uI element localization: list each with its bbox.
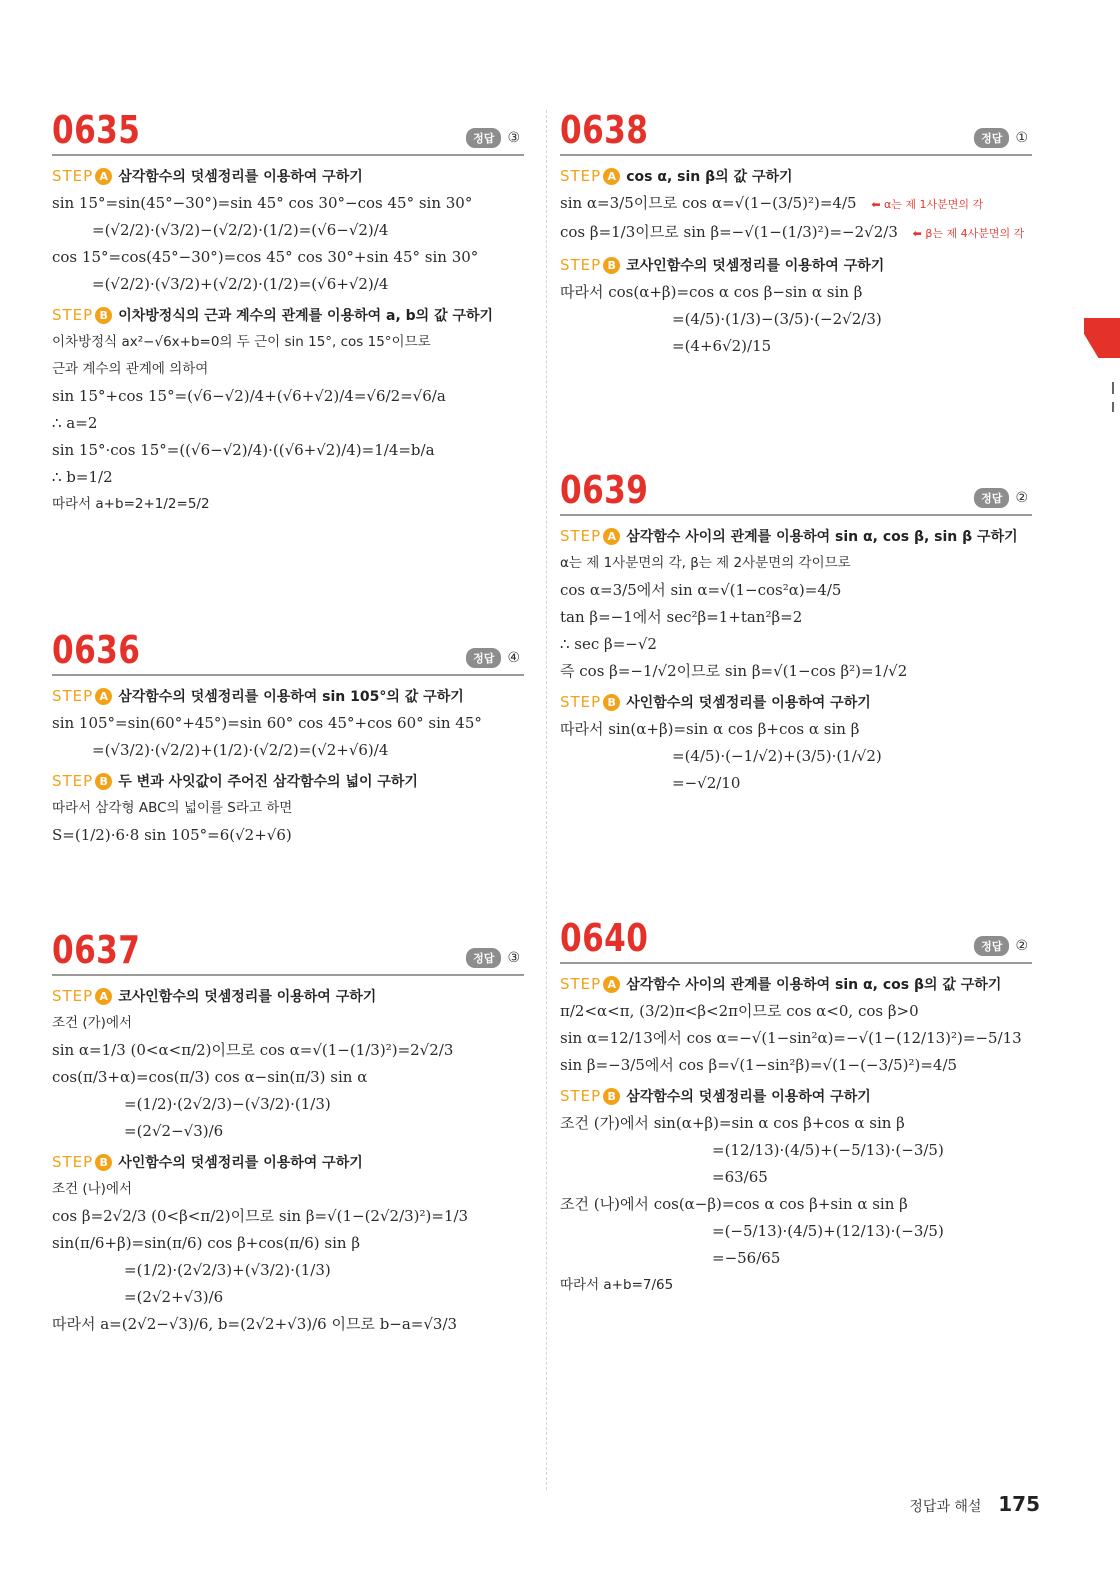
answer-value: ②	[1015, 938, 1028, 954]
solution-line: S=(1/2)·6·8 sin 105°=6(√2+√6)	[52, 826, 292, 844]
solution-line: 따라서 a=(2√2−√3)/6, b=(2√2+√3)/6 이므로 b−a=√3/3	[52, 1315, 458, 1333]
step-title: 두 변과 사잇값이 주어진 삼각함수의 넓이 구하기	[118, 774, 418, 790]
solution-line: 따라서 cos(α+β)=cos α cos β−sin α sin β	[560, 283, 863, 301]
step-letter: B	[95, 307, 112, 324]
arrow-left-icon: ⬅	[912, 227, 922, 240]
step-b	[52, 771, 524, 791]
margin-note	[913, 227, 1025, 240]
answer-value: ②	[1015, 490, 1028, 506]
problem-0637	[52, 916, 524, 1335]
side-mark	[1112, 402, 1114, 412]
step-tag: STEP	[560, 693, 602, 711]
step-a	[560, 974, 1032, 994]
step-a	[52, 686, 524, 706]
solution-line: 따라서 sin(α+β)=sin α cos β+cos α sin β	[560, 720, 860, 738]
step-tag: STEP	[52, 687, 94, 705]
problem-number: 0639	[560, 468, 649, 512]
solution-line: =(1/2)·(2√2/3)−(√3/2)·(1/3)	[124, 1095, 331, 1113]
solution-line: =(2√2+√3)/6	[124, 1288, 224, 1306]
solution-line: cos 15°=cos(45°−30°)=cos 45° cos 30°+sin 45° sin 30°	[52, 248, 479, 266]
problem-0636	[52, 616, 524, 916]
solution-line: sin 15°·cos 15°=((√6−√2)/4)·((√6+√2)/4)=1/4=b/a	[52, 441, 435, 459]
solution-line: cos β=2√2/3 (0<β<π/2)이므로 sin β=√(1−(2√2/3)²)=1/3	[52, 1207, 469, 1225]
note-text: α는 제 1사분면의 각	[884, 198, 984, 211]
step-letter: B	[603, 694, 620, 711]
chapter-side-tab	[1084, 318, 1120, 358]
answer-value: ④	[507, 650, 520, 666]
problem-number: 0635	[52, 108, 141, 152]
step-tag: STEP	[560, 527, 602, 545]
solution-line: =(2√2−√3)/6	[124, 1122, 224, 1140]
note-text: β는 제 4사분면의 각	[925, 227, 1025, 240]
step-tag: STEP	[52, 306, 94, 324]
step-letter: B	[95, 1154, 112, 1171]
column-divider	[546, 110, 547, 1490]
solution-line: =(√2/2)·(√3/2)−(√2/2)·(1/2)=(√6−√2)/4	[92, 221, 389, 239]
answer-badge: 정답	[466, 128, 501, 148]
step-tag: STEP	[52, 772, 94, 790]
solution-line: ∴ b=1/2	[52, 468, 113, 486]
problem-number: 0637	[52, 928, 141, 972]
problem-number: 0640	[560, 916, 649, 960]
step-title: 삼각함수 사이의 관계를 이용하여 sin α, cos β, sin β 구하기	[626, 529, 1018, 545]
problem-0640	[560, 904, 1032, 1296]
page-number: 175	[998, 1492, 1040, 1516]
step-title: 삼각함수의 덧셈정리를 이용하여 구하기	[118, 169, 363, 185]
step-letter: B	[603, 1088, 620, 1105]
left-column	[52, 96, 524, 1340]
answer-badge: 정답	[466, 648, 501, 668]
problem-header	[52, 96, 524, 156]
solution-line: =(4+6√2)/15	[672, 337, 772, 355]
step-a	[560, 526, 1032, 546]
step-tag: STEP	[560, 167, 602, 185]
answer-badge: 정답	[974, 488, 1009, 508]
arrow-left-icon: ⬅	[871, 198, 881, 211]
answer-box	[974, 936, 1028, 956]
answer-badge: 정답	[466, 948, 501, 968]
step-letter: B	[95, 773, 112, 790]
solution-line: =(√3/2)·(√2/2)+(1/2)·(√2/2)=(√2+√6)/4	[92, 741, 389, 759]
step-tag: STEP	[52, 987, 94, 1005]
step-title: 사인함수의 덧셈정리를 이용하여 구하기	[118, 1155, 363, 1171]
solution-line	[560, 192, 1032, 216]
solution-line: cos α=3/5에서 sin α=√(1−cos²α)=4/5	[560, 581, 842, 599]
solution-line: ∴ a=2	[52, 414, 98, 432]
solution-line: 즉 cos β=−1/√2이므로 sin β=√(1−cos β²)=1/√2	[560, 662, 908, 680]
answer-badge: 정답	[974, 128, 1009, 148]
step-b	[560, 692, 1032, 712]
step-tag: STEP	[52, 1153, 94, 1171]
step-title: cos α, sin β의 값 구하기	[626, 169, 793, 185]
step-title: 삼각함수의 덧셈정리를 이용하여 sin 105°의 값 구하기	[118, 689, 464, 705]
problem-header	[52, 916, 524, 976]
solution-line: sin α=12/13에서 cos α=−√(1−sin²α)=−√(1−(12/13)²)=−5/13	[560, 1029, 1022, 1047]
page-footer	[909, 1492, 1040, 1516]
step-tag: STEP	[560, 256, 602, 274]
footer-label: 정답과 해설	[909, 1499, 982, 1515]
solution-line: sin 15°+cos 15°=(√6−√2)/4+(√6+√2)/4=√6/2=√6/a	[52, 387, 446, 405]
problem-header	[560, 904, 1032, 964]
side-mark	[1112, 382, 1114, 394]
solution-line: 따라서 a+b=2+1/2=5/2	[52, 496, 210, 512]
solution-line: π/2<α<π, (3/2)π<β<2π이므로 cos α<0, cos β>0	[560, 1002, 919, 1020]
answer-box	[466, 948, 520, 968]
problem-header	[560, 96, 1032, 156]
problem-0639	[560, 456, 1032, 904]
step-a	[560, 166, 1032, 186]
solution-line: 따라서 a+b=7/65	[560, 1277, 674, 1293]
step-letter: A	[603, 528, 620, 545]
answer-box	[466, 128, 520, 148]
solution-text: sin α=3/5이므로 cos α=√(1−(3/5)²)=4/5	[560, 194, 857, 212]
step-letter: A	[95, 688, 112, 705]
solution-line: 이차방정식 ax²−√6x+b=0의 두 근이 sin 15°, cos 15°이므로	[52, 334, 431, 350]
step-letter: A	[603, 168, 620, 185]
solution-line: sin 15°=sin(45°−30°)=sin 45° cos 30°−cos 45° sin 30°	[52, 194, 473, 212]
step-title: 코사인함수의 덧셈정리를 이용하여 구하기	[118, 989, 377, 1005]
solution-line: sin 105°=sin(60°+45°)=sin 60° cos 45°+cos 60° sin 45°	[52, 714, 482, 732]
step-letter: A	[95, 988, 112, 1005]
step-letter: A	[603, 976, 620, 993]
solution-line: =−56/65	[712, 1249, 781, 1267]
solution-line: =(1/2)·(2√2/3)+(√3/2)·(1/3)	[124, 1261, 331, 1279]
solution-line: =(4/5)·(−1/√2)+(3/5)·(1/√2)	[672, 747, 882, 765]
solution-line: 근과 계수의 관계에 의하여	[52, 361, 209, 377]
step-b	[52, 1152, 524, 1172]
solution-line: =63/65	[712, 1168, 768, 1186]
step-a	[52, 986, 524, 1006]
solution-line: 따라서 삼각형 ABC의 넓이를 S라고 하면	[52, 800, 293, 816]
solution-line: =−√2/10	[672, 774, 741, 792]
right-column	[560, 96, 1032, 1301]
answer-value: ③	[507, 950, 520, 966]
step-title: 코사인함수의 덧셈정리를 이용하여 구하기	[626, 258, 885, 274]
solution-line: tan β=−1에서 sec²β=1+tan²β=2	[560, 608, 803, 626]
answer-value: ③	[507, 130, 520, 146]
step-b	[560, 1086, 1032, 1106]
solution-line: 조건 (가)에서	[52, 1015, 133, 1031]
solution-line: α는 제 1사분면의 각, β는 제 2사분면의 각이므로	[560, 555, 851, 571]
step-title: 사인함수의 덧셈정리를 이용하여 구하기	[626, 695, 871, 711]
answer-value: ①	[1015, 130, 1028, 146]
step-letter: B	[603, 257, 620, 274]
step-a	[52, 166, 524, 186]
step-tag: STEP	[52, 167, 94, 185]
problem-0635	[52, 96, 524, 616]
solution-line: =(4/5)·(1/3)−(3/5)·(−2√2/3)	[672, 310, 882, 328]
step-tag: STEP	[560, 1087, 602, 1105]
solution-line: 조건 (나)에서	[52, 1181, 133, 1197]
answer-box	[974, 128, 1028, 148]
solution-line: cos(π/3+α)=cos(π/3) cos α−sin(π/3) sin α	[52, 1068, 368, 1086]
solution-line: sin α=1/3 (0<α<π/2)이므로 cos α=√(1−(1/3)²)=2√2/3	[52, 1041, 454, 1059]
answer-box	[466, 648, 520, 668]
solution-line: 조건 (가)에서 sin(α+β)=sin α cos β+cos α sin β	[560, 1114, 905, 1132]
step-title: 삼각함수 사이의 관계를 이용하여 sin α, cos β의 값 구하기	[626, 977, 1002, 993]
solution-line	[560, 221, 1032, 245]
solution-text: cos β=1/3이므로 sin β=−√(1−(1/3)²)=−2√2/3	[560, 223, 898, 241]
step-b	[560, 255, 1032, 275]
solution-line: =(√2/2)·(√3/2)+(√2/2)·(1/2)=(√6+√2)/4	[92, 275, 389, 293]
problem-header	[52, 616, 524, 676]
problem-header	[560, 456, 1032, 516]
solution-line: sin β=−3/5에서 cos β=√(1−sin²β)=√(1−(−3/5)²)=4/5	[560, 1056, 958, 1074]
answer-box	[974, 488, 1028, 508]
step-tag: STEP	[560, 975, 602, 993]
step-b	[52, 305, 524, 325]
solution-line: =(12/13)·(4/5)+(−5/13)·(−3/5)	[712, 1141, 944, 1159]
step-title: 삼각함수의 덧셈정리를 이용하여 구하기	[626, 1089, 871, 1105]
margin-note	[871, 198, 983, 211]
solution-line: =(−5/13)·(4/5)+(12/13)·(−3/5)	[712, 1222, 944, 1240]
solution-line: sin(π/6+β)=sin(π/6) cos β+cos(π/6) sin β	[52, 1234, 360, 1252]
step-letter: A	[95, 168, 112, 185]
problem-number: 0638	[560, 108, 649, 152]
step-title: 이차방정식의 근과 계수의 관계를 이용하여 a, b의 값 구하기	[118, 308, 494, 324]
answer-badge: 정답	[974, 936, 1009, 956]
problem-number: 0636	[52, 628, 141, 672]
problem-0638	[560, 96, 1032, 456]
solution-line: 조건 (나)에서 cos(α−β)=cos α cos β+sin α sin β	[560, 1195, 908, 1213]
solution-line: ∴ sec β=−√2	[560, 635, 657, 653]
